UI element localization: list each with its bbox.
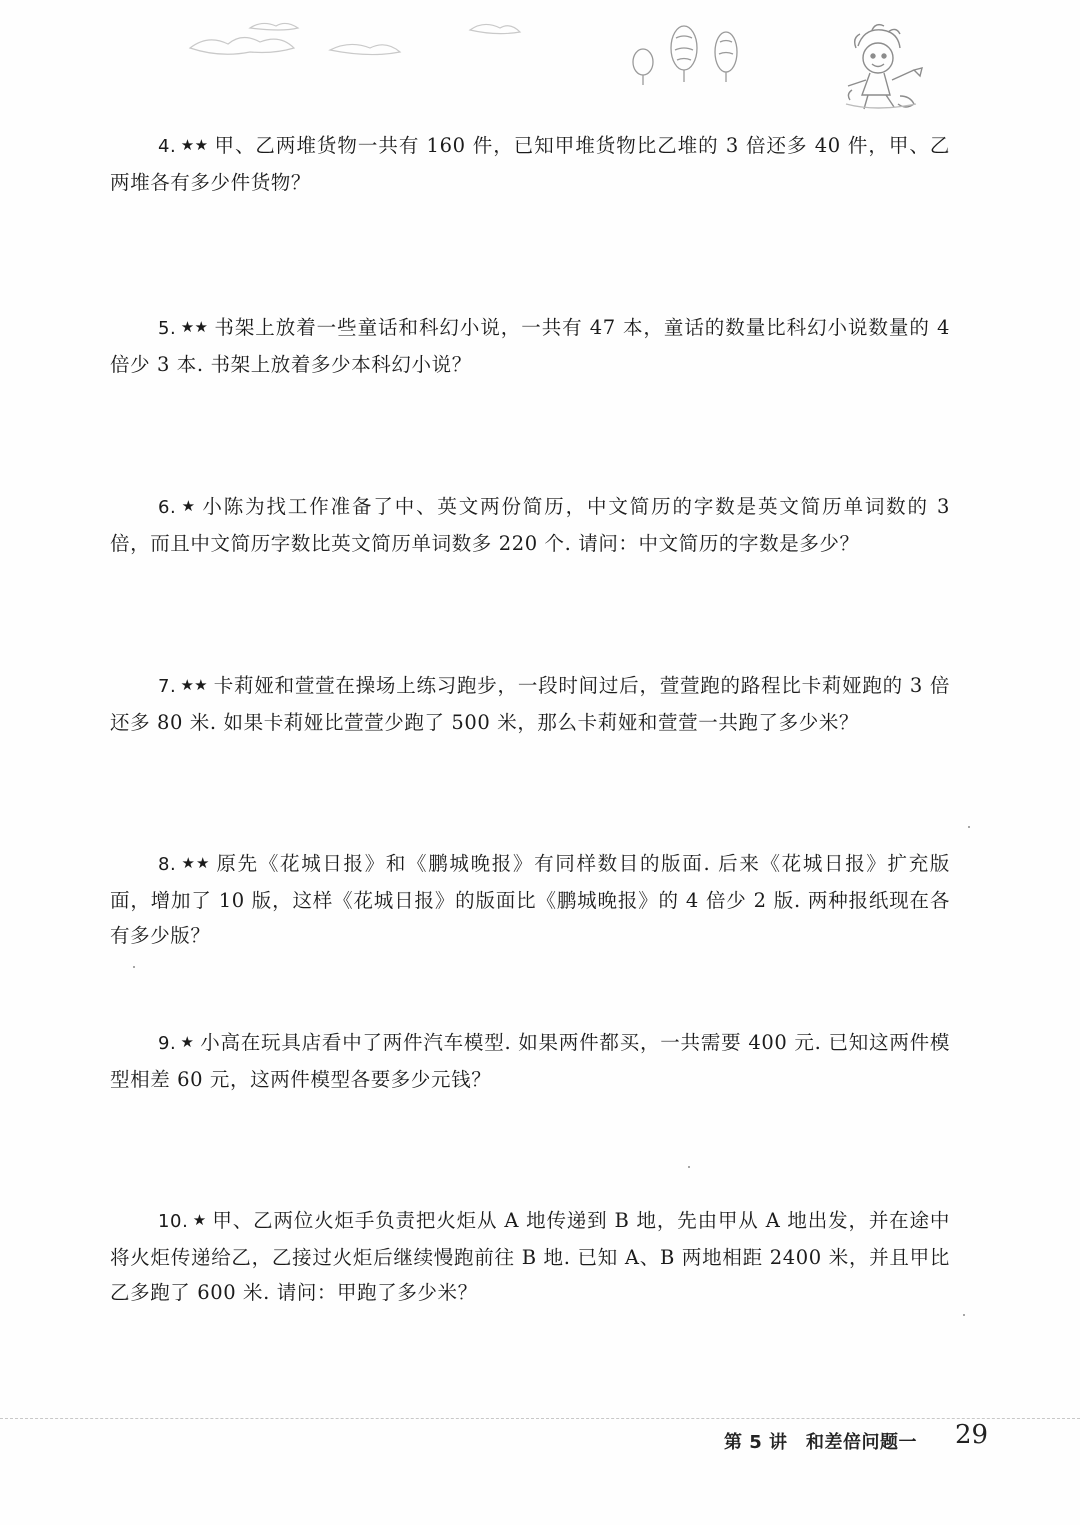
question-number: 9.	[158, 1033, 177, 1054]
difficulty-stars-icon: ★	[192, 1211, 207, 1229]
cloud-sketch-icon	[190, 23, 520, 54]
header-illustration	[0, 0, 1080, 130]
question-text: 书架上放着一些童话和科幻小说，一共有 47 本，童话的数量比科幻小说数量的 4 倍少 3 本. 书架上放着多少本科幻小说？	[110, 316, 950, 376]
scan-speck	[688, 1166, 690, 1168]
difficulty-stars-icon: ★★	[180, 854, 211, 872]
question-9	[110, 1025, 950, 1097]
question-text: 甲、乙两位火炬手负责把火炬从 A 地传递到 B 地，先由甲从 A 地出发，并在途中将火炬传递给乙，乙接过火炬后继续慢跑前往 B 地. 已知 A、B 两地相距 2400 米，并且甲比乙多跑了 600 米. 请问：甲跑了多少米？	[110, 1209, 950, 1304]
question-10	[110, 1203, 950, 1310]
question-number: 5.	[158, 318, 177, 339]
question-8	[110, 846, 950, 953]
question-6	[110, 489, 950, 561]
scan-speck	[963, 1314, 965, 1316]
scan-speck	[133, 966, 135, 968]
difficulty-stars-icon: ★	[180, 497, 197, 515]
cartoon-child-sketch-icon	[846, 25, 922, 109]
chapter-label: 第 5 讲 和差倍问题一	[724, 1432, 918, 1453]
question-7	[110, 668, 950, 740]
difficulty-stars-icon: ★★	[180, 676, 208, 694]
question-text: 卡莉娅和萱萱在操场上练习跑步，一段时间过后，萱萱跑的路程比卡莉娅跑的 3 倍还多 80 米. 如果卡莉娅比萱萱少跑了 500 米，那么卡莉娅和萱萱一共跑了多少米？	[110, 674, 950, 734]
question-5	[110, 310, 950, 382]
footer-divider	[0, 1418, 1080, 1419]
question-number: 4.	[158, 136, 177, 157]
question-number: 10.	[158, 1211, 189, 1232]
tree-sketch-icon	[633, 26, 737, 85]
question-text: 小陈为找工作准备了中、英文两份简历，中文简历的字数是英文简历单词数的 3 倍，而且中文简历字数比英文简历单词数多 220 个. 请问：中文简历的字数是多少？	[110, 495, 950, 555]
question-number: 8.	[158, 854, 177, 875]
question-text: 小高在玩具店看中了两件汽车模型. 如果两件都买，一共需要 400 元. 已知这两件模型相差 60 元，这两件模型各要多少元钱？	[110, 1031, 950, 1091]
page-number: 29	[955, 1420, 989, 1450]
difficulty-stars-icon: ★★	[180, 318, 209, 336]
difficulty-stars-icon: ★	[180, 1033, 195, 1051]
question-4	[110, 128, 950, 200]
scan-speck	[968, 826, 970, 828]
question-number: 7.	[158, 676, 177, 697]
question-number: 6.	[158, 497, 177, 518]
question-text: 原先《花城日报》和《鹏城晚报》有同样数目的版面. 后来《花城日报》扩充版面，增加了 10 版，这样《花城日报》的版面比《鹏城晚报》的 4 倍少 2 版. 两种报纸现在各有多少版？	[110, 852, 950, 947]
difficulty-stars-icon: ★★	[180, 136, 209, 154]
question-text: 甲、乙两堆货物一共有 160 件，已知甲堆货物比乙堆的 3 倍还多 40 件，甲、乙两堆各有多少件货物？	[110, 134, 950, 194]
